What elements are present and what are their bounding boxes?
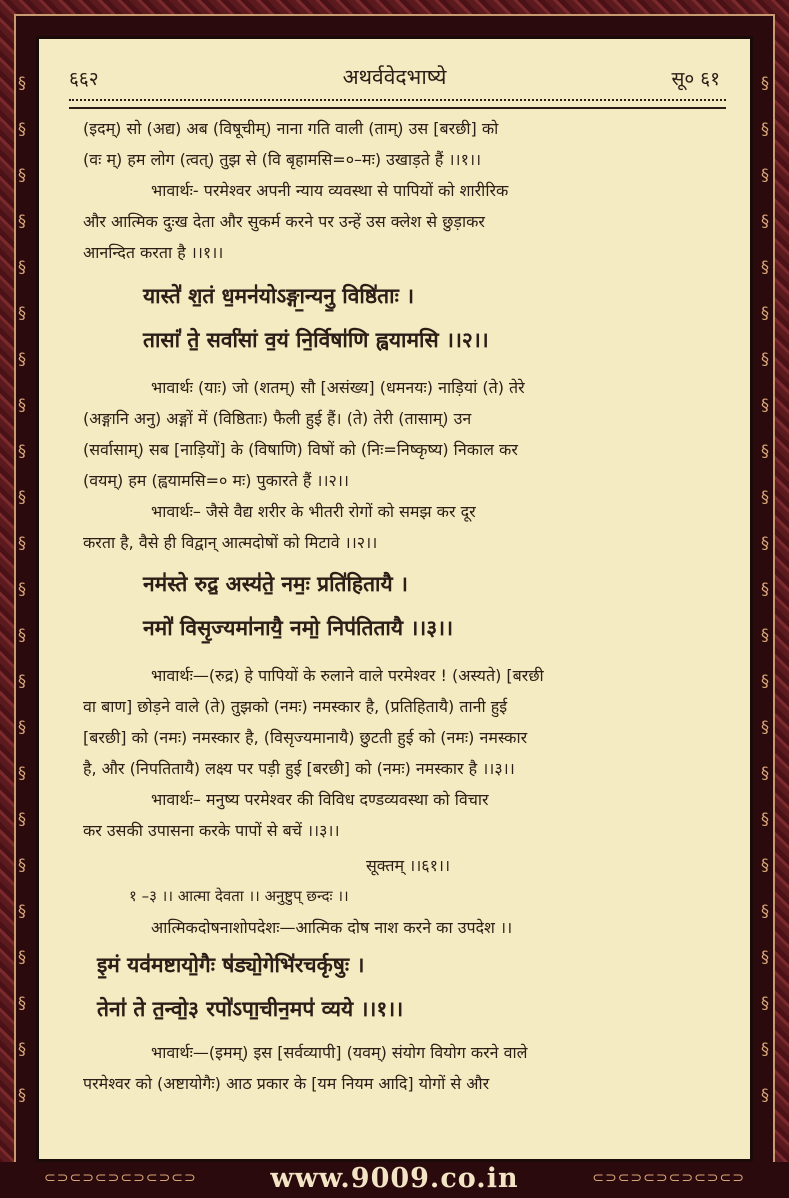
page-title: अथर्ववेदभाष्ये: [342, 65, 447, 89]
text-line: (वयम्) हम (ह्वयामसि=० मः) पुकारते हैं ।।२।।: [83, 471, 349, 490]
text-line: भावार्थः– जैसे वैद्य शरीर के भीतरी रोगों को समझ कर दूर: [151, 502, 476, 521]
sukta-heading: सूक्तम् ।।६१।।: [365, 856, 451, 875]
text-line: भावार्थः—(रुद्र) हे पापियों के रुलाने वाले परमेश्वर ! (अस्यते) [बरछी: [151, 666, 544, 685]
text-line: और आत्मिक दुःख देता और सुकर्म करने पर उन्हें उस क्लेश से छुड़ाकर: [83, 212, 485, 231]
text-line: भावार्थः (याः) जो (शतम्) सौ [असंख्य] (धमनयः) नाड़ियां (ते) तेरे: [151, 378, 525, 397]
text-line: (अङ्गानि अनु) अङ्गों में (विष्ठिताः) फैली हुई हैं। (ते) तेरी (तासाम्) उन: [83, 409, 472, 428]
text-line: परमेश्वर को (अष्टायोगैः) आठ प्रकार के [यम नियम आदि] योगों से और: [83, 1074, 490, 1093]
book-page: [36, 36, 753, 1162]
footer-ornament-left: ⊂⊃⊂⊃⊂⊃⊂⊃⊂⊃⊂⊃: [44, 1170, 197, 1186]
header-rule: [69, 99, 726, 109]
right-ornament: § § § § § § § § § § § § § § § § § § § § § § §: [761, 73, 769, 1104]
page-number: ६६२: [69, 68, 99, 90]
text-line: भावार्थः—(इमम्) इस [सर्वव्यापी] (यवम्) संयोग वियोग करने वाले: [151, 1043, 528, 1062]
sukta-topic: आत्मिकदोषनाशोपदेशः—आत्मिक दोष नाश करने का उपदेश ।।: [151, 918, 513, 937]
mantra-line: यास्ते॑ श॒तं ध॒मन॑योऽङ्गा॒न्यनु॒ विष्ठि॑ताः ।: [143, 283, 415, 308]
sukta-reference: सू० ६१: [671, 68, 720, 90]
sukta-devata-line: १ –३ ।। आत्मा देवता ।। अनुष्टुप् छन्दः ।।: [129, 887, 349, 905]
mantra-line: नमो॑ विसृ॒ज्यमा॑नायै॒ नमो॒ निप॑तितायै ।।३।।: [143, 615, 454, 640]
footer-ornament-right: ⊂⊃⊂⊃⊂⊃⊂⊃⊂⊃⊂⊃: [592, 1170, 745, 1186]
text-line: करता है, वैसे ही विद्वान् आत्मदोषों को मिटावे ।।२।।: [83, 533, 378, 552]
text-line: कर उसकी उपासना करके पापों से बचें ।।३।।: [83, 821, 340, 840]
text-line: (इदम्) सो (अद्य) अब (विषूचीम्) नाना गति वाली (ताम्) उस [बरछी] को: [83, 119, 499, 138]
left-ornament: § § § § § § § § § § § § § § § § § § § § § § §: [18, 73, 26, 1104]
mantra-line: तासां॑ ते॒ सर्वा॑सां व॒यं नि॒र्विषा॑णि ह्वयामसि ।।२।।: [143, 327, 489, 352]
text-line: आनन्दित करता है ।।१।।: [83, 243, 224, 262]
text-line: भावार्थः– मनुष्य परमेश्वर की विविध दण्डव्यवस्था को विचार: [151, 790, 489, 809]
website-link[interactable]: www.9009.co.in: [270, 1163, 519, 1194]
mantra-line: नम॑स्ते रुद्र॒ अस्य॑ते॒ नमः॒ प्रति॑हितायै ।: [143, 571, 408, 596]
text-line: भावार्थः- परमेश्वर अपनी न्याय व्यवस्था से पापियों को शारीरिक: [151, 181, 509, 200]
text-line: है, और (निपतितायै) लक्ष्य पर पड़ी हुई [बरछी] को (नमः) नमस्कार है ।।३।।: [83, 759, 515, 778]
text-line: [बरछी] को (नमः) नमस्कार है, (विसृज्यमानायै) छुटती हुई को (नमः) नमस्कार: [83, 728, 528, 747]
page-body: [83, 113, 733, 1099]
mantra-line: इ॒मं यव॑मष्टायो॒गैः ष॑ड्यो॒गेभि॑रचर्कृषुः ।: [97, 952, 365, 977]
text-line: (वः म्) हम लोग (त्वत्) तुझ से (वि बृहामसि=०–मः) उखाड़ते हैं ।।१।।: [83, 150, 482, 169]
text-line: (सर्वासाम्) सब [नाड़ियों] के (विषाणि) विषों को (निः=निष्कृष्य) निकाल कर: [83, 440, 518, 459]
page-header: [69, 61, 720, 95]
text-line: वा बाण] छोड़ने वाले (ते) तुझको (नमः) नमस्कार है, (प्रतिहितायै) तानी हुई: [83, 697, 508, 716]
mantra-line: तेना॑ ते त॒न्वो॒३ रपो॑ऽपा॒चीन॒मप॑ व्यये ।।१।।: [97, 996, 404, 1021]
